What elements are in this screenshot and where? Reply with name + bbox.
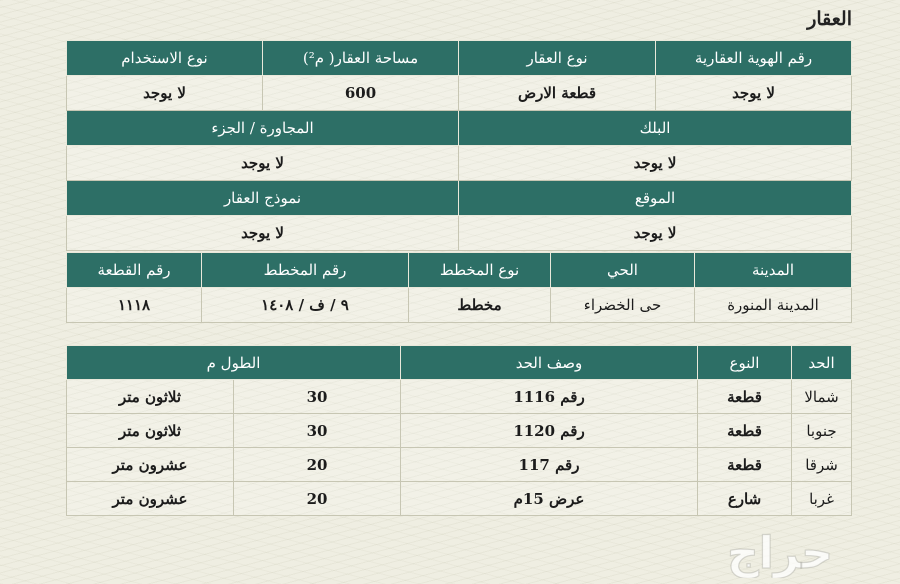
- location-value-row: [67, 216, 852, 251]
- plan-header-row: [67, 253, 852, 288]
- header-usage-type: نوع الاستخدام: [67, 41, 263, 76]
- boundary-length: 30: [234, 414, 401, 448]
- header-plan-number: رقم المخطط: [202, 253, 409, 288]
- property-info-table: [66, 40, 852, 251]
- header-city: المدينة: [695, 253, 852, 288]
- boundary-side: شرقا: [792, 448, 852, 482]
- plan-info-table: [66, 252, 852, 323]
- value-plan-type: مخطط: [409, 288, 551, 323]
- header-block: البلك: [459, 111, 852, 146]
- header-location: الموقع: [459, 181, 852, 216]
- boundary-kind: شارع: [698, 482, 792, 516]
- block-value-row: [67, 146, 852, 181]
- boundary-length-words: ثلاثون متر: [67, 380, 234, 414]
- property-header-row: [67, 41, 852, 76]
- boundary-kind: قطعة: [698, 414, 792, 448]
- boundary-length: 30: [234, 380, 401, 414]
- table-row: [67, 414, 852, 448]
- table-row: [67, 448, 852, 482]
- value-property-id: لا يوجد: [656, 76, 852, 111]
- value-property-model: لا يوجد: [67, 216, 459, 251]
- section-title: العقار: [807, 8, 852, 30]
- location-header-row: [67, 181, 852, 216]
- boundary-length-words: عشرون متر: [67, 448, 234, 482]
- boundary-length: 20: [234, 482, 401, 516]
- header-description: وصف الحد: [401, 346, 698, 380]
- header-property-id: رقم الهوية العقارية: [656, 41, 852, 76]
- header-kind: النوع: [698, 346, 792, 380]
- plan-value-row: [67, 288, 852, 323]
- boundary-side: جنوبا: [792, 414, 852, 448]
- value-property-area: 600: [263, 76, 459, 111]
- header-side: الحد: [792, 346, 852, 380]
- value-plot-number: ١١١٨: [67, 288, 202, 323]
- header-plot-number: رقم القطعة: [67, 253, 202, 288]
- haraj-watermark-logo: [668, 526, 893, 578]
- value-property-type: قطعة الارض: [459, 76, 656, 111]
- boundary-side: شمالا: [792, 380, 852, 414]
- value-district: حى الخضراء: [551, 288, 695, 323]
- value-usage-type: لا يوجد: [67, 76, 263, 111]
- boundary-description: عرض 15م: [401, 482, 698, 516]
- boundary-side: غربا: [792, 482, 852, 516]
- boundaries-header-row: [67, 346, 852, 380]
- header-plan-type: نوع المخطط: [409, 253, 551, 288]
- table-row: [67, 380, 852, 414]
- boundary-description: رقم 1116: [401, 380, 698, 414]
- boundary-description: رقم 117: [401, 448, 698, 482]
- boundary-kind: قطعة: [698, 448, 792, 482]
- value-plan-number: ٩ / ف / ١٤٠٨: [202, 288, 409, 323]
- header-adjacent-part: المجاورة / الجزء: [67, 111, 459, 146]
- header-district: الحي: [551, 253, 695, 288]
- block-header-row: [67, 111, 852, 146]
- value-block: لا يوجد: [459, 146, 852, 181]
- value-adjacent-part: لا يوجد: [67, 146, 459, 181]
- boundary-kind: قطعة: [698, 380, 792, 414]
- boundary-length-words: ثلاثون متر: [67, 414, 234, 448]
- value-city: المدينة المنورة: [695, 288, 852, 323]
- value-location: لا يوجد: [459, 216, 852, 251]
- header-property-area: مساحة العقار( م²): [263, 41, 459, 76]
- svg-text:حراج: حراج: [727, 528, 833, 578]
- header-property-type: نوع العقار: [459, 41, 656, 76]
- header-length: الطول م: [67, 346, 401, 380]
- boundary-description: رقم 1120: [401, 414, 698, 448]
- table-row: [67, 482, 852, 516]
- boundary-length-words: عشرون متر: [67, 482, 234, 516]
- boundaries-table: [66, 345, 852, 516]
- boundary-length: 20: [234, 448, 401, 482]
- header-property-model: نموذج العقار: [67, 181, 459, 216]
- property-value-row: [67, 76, 852, 111]
